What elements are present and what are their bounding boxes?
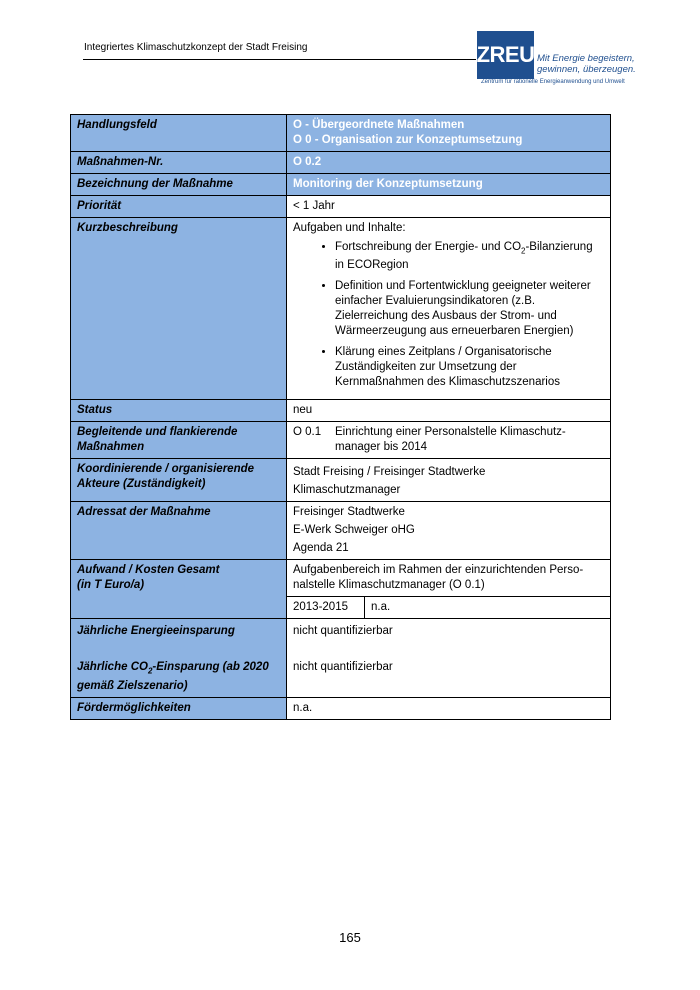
table-row [71,422,611,459]
table-row [71,174,611,196]
adressat-value-line-3: Agenda 21 [293,542,349,555]
kurzbeschreibung-intro: Aufgaben und Inhalte: [293,222,406,234]
adressat-value-line-2: E-Werk Schweiger oHG [293,524,415,537]
prioritaet-value: < 1 Jahr [287,196,611,218]
einsparung-label [71,619,287,697]
massnahmen-nr-label: Maßnahmen-Nr. [71,152,287,174]
item-1-subscript: 2 [521,246,526,256]
table-row [71,502,611,560]
logo-subtitle: Zentrum für rationelle Energieanwendung und Umwelt [481,79,625,85]
period-cell [287,597,611,619]
measure-table [70,114,611,720]
koordinierende-label: Koordinierende / organisierende Akteure (Zuständigkeit) [71,459,287,502]
table-row [71,560,611,597]
begleitend-text: Einrichtung einer Personalstelle Klimaschutz-manager bis 2014 [335,426,566,454]
handlungsfeld-value-line-1: O - Übergeordnete Maßnahmen [293,119,465,131]
list-item: • Klärung eines Zeitplans / Organisatorische Zuständigkeiten zur Umsetzung der Kernmaßnahmen des Klimaschutzszenarios [335,345,604,390]
kurzbeschreibung-label: Kurzbeschreibung [71,218,287,400]
table-row [71,152,611,174]
table-row [71,218,611,400]
foerder-label: Fördermöglichkeiten [71,697,287,719]
energie-label: Jährliche Energieeinsparung [77,625,235,638]
list-item: • Definition und Fortentwicklung geeigneter weiterer einfacher Evaluierungsindikatoren (z.B. Zielerreichung des Ausbaus der Strom- und Wärmeerzeugung aus erneuerbaren Energien) [335,279,604,339]
koordinierende-value [287,459,611,502]
massnahmen-nr-value: O 0.2 [287,152,611,174]
bezeichnung-value: Monitoring der Konzeptumsetzung [287,174,611,196]
logo-slogan [537,53,636,75]
table-row [71,115,611,152]
kurzbeschreibung-list [293,240,604,390]
handlungsfeld-label: Handlungsfeld [71,115,287,152]
table-row [71,400,611,422]
begleitend-value [287,422,611,459]
table-row [71,459,611,502]
aufwand-value: Aufgabenbereich im Rahmen der einzurichtenden Perso-nalstelle Klimaschutzmanager (O 0.1) [287,560,611,597]
energie-value: nicht quantifizierbar [293,625,393,638]
co2-label-b: -Einsparung (ab 2020 gemäß Zielszenario) [77,661,269,692]
prioritaet-label: Priorität [71,196,287,218]
page-number: 165 [339,930,361,945]
logo-slogan-line-2: gewinnen, überzeugen. [537,64,636,75]
period-value: n.a. [371,601,391,614]
aufwand-label-line-2: (in T Euro/a) [77,579,145,592]
status-value: neu [287,400,611,422]
table-row [71,697,611,719]
aufwand-label-line-1: Aufwand / Kosten Gesamt [77,564,220,577]
header-divider [83,59,476,60]
logo-mark: ZREU [477,31,534,79]
adressat-label: Adressat der Maßnahme [71,502,287,560]
co2-label-a: Jährliche CO [77,661,148,674]
document-header-title: Integriertes Klimaschutzkonzept der Stadt Freising [84,42,308,53]
zreu-logo [477,31,637,89]
co2-value: nicht quantifizierbar [293,661,393,674]
table-row [71,196,611,218]
begleitend-label: Begleitende und flankierende Maßnahmen [71,422,287,459]
item-1-text-a: Fortschreibung der Energie- und CO [335,241,522,253]
foerder-value: n.a. [287,697,611,719]
begleitend-ref: O 0.1 [293,426,322,439]
period-label: 2013-2015 [287,597,365,618]
handlungsfeld-value-line-2: O 0 - Organisation zur Konzeptumsetzung [293,134,523,146]
item-1-text-b: -Bilanzierung in ECORegion [335,241,593,272]
table-row [71,619,611,697]
koord-value-line-2: Klimaschutzmanager [293,484,401,497]
aufwand-label [71,560,287,619]
koord-value-line-1: Stadt Freising / Freisinger Stadtwerke [293,466,486,479]
einsparung-value [287,619,611,697]
co2-label [77,660,280,693]
bezeichnung-label: Bezeichnung der Maßnahme [71,174,287,196]
handlungsfeld-value [287,115,611,152]
logo-slogan-line-1: Mit Energie begeistern, [537,53,635,64]
status-label: Status [71,400,287,422]
list-item [335,240,604,273]
adressat-value [287,502,611,560]
adressat-value-line-1: Freisinger Stadtwerke [293,506,405,519]
co2-label-subscript: 2 [147,666,153,676]
kurzbeschreibung-value [287,218,611,400]
